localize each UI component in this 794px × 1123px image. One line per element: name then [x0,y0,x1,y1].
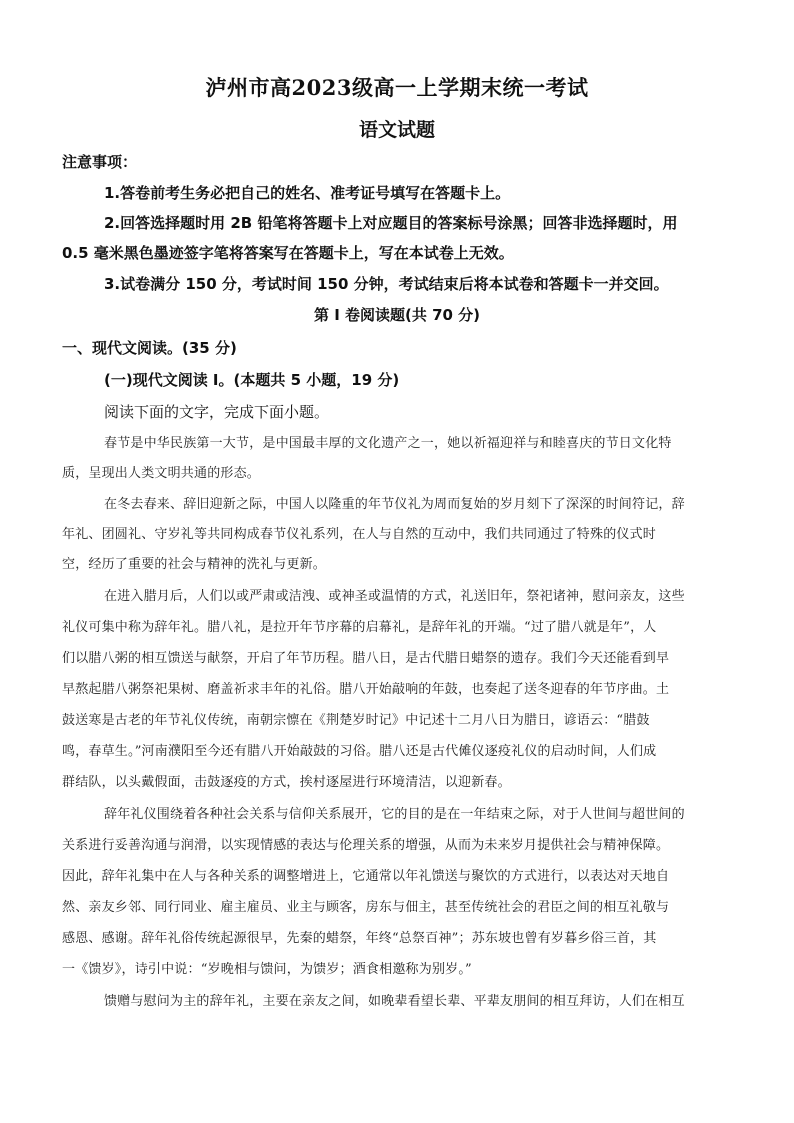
passage-line: 质，呈现出人类文明共通的形态。 [62,466,261,481]
passage-line: 馈赠与慰问为主的辞年礼，主要在亲友之间，如晚辈看望长辈、平辈友朋间的相互拜访，人们在相互 [104,994,685,1009]
passage-line: 鸣，春草生。”河南濮阳至今还有腊八开始敲鼓的习俗。腊八还是古代傩仪逐疫礼仪的启动时间，人们成 [62,744,657,759]
passage-line: 们以腊八粥的相互馈送与献祭，开启了年节历程。腊八日，是古代腊日蜡祭的遗存。我们今天还能看到早 [62,651,670,666]
passage-line: 感恩、感谢。辞年礼俗传统起源很早，先秦的蜡祭，年终“总祭百神”；苏东坡也曾有岁暮乡俗三首，其 [62,931,657,946]
exam-title: 泸州市高2023级高一上学期末统一考试 [205,75,589,100]
passage-line: 在进入腊月后，人们以或严肃或洁洩、或神圣或温情的方式，礼送旧年，祭祀诸神，慰问亲友，这些 [104,589,685,604]
passage-line: 在冬去春来、辞旧迎新之际，中国人以隆重的年节仪礼为周而复始的岁月刻下了深深的时间符记，辞 [104,497,685,512]
notice-line-1: 1.答卷前考生务必把自己的姓名、准考证号填写在答题卡上。 [104,184,511,202]
notice-line-2: 2.回答选择题时用 2B 铅笔将答题卡上对应题目的答案标号涂黑；回答非选择题时，用 [104,214,678,232]
section-heading: 一、现代文阅读。(35 分) [62,339,237,357]
passage-line: 群结队，以头戴假面，击鼓逐疫的方式，挨村逐屋进行环境清洁，以迎新春。 [62,775,511,790]
passage-line: 一《馈岁》，诗引中说：“岁晚相与馈问，为馈岁；酒食相邀称为别岁。” [62,962,472,977]
passage-line: 因此，辞年礼集中在人与各种关系的调整增进上，它通常以年礼馈送与聚饮的方式进行，以表达对天地自 [62,869,670,884]
passage-line: 鼓送寒是古老的年节礼仪传统，南朝宗懔在《荆楚岁时记》中记述十二月八日为腊日，谚语云：“腊鼓 [62,713,650,728]
subsection-heading: (一)现代文阅读 I。(本题共 5 小题，19 分) [104,371,400,389]
passage-line: 早熬起腊八粥祭祀果树、磨盖祈求丰年的礼俗。腊八开始敲响的年鼓，也奏起了送冬迎春的年节序曲。土 [62,682,670,697]
part-heading: 第 I 卷阅读题(共 70 分) [313,306,481,324]
passage-line: 春节是中华民族第一大节，是中国最丰厚的文化遗产之一，她以祈福迎祥与和睦喜庆的节日文化特 [104,436,672,451]
instruction-text: 阅读下面的文字，完成下面小题。 [104,403,330,421]
notice-heading: 注意事项： [62,153,138,171]
notice-line-3: 0.5 毫米黑色墨迹签字笔将答案写在答题卡上，写在本试卷上无效。 [62,244,514,262]
passage-line: 辞年礼仪围绕着各种社会关系与信仰关系展开，它的目的是在一年结束之际，对于人世间与超世间的 [104,807,685,822]
exam-subtitle: 语文试题 [358,119,435,141]
passage-line: 然、亲友乡邻、同行同业、雇主雇员、业主与顾客，房东与佃主，甚至传统社会的君臣之间的相互礼敬与 [62,900,670,915]
passage-line: 礼仪可集中称为辞年礼。腊八礼，是拉开年节序幕的启幕礼，是辞年礼的开端。“过了腊八就是年”，人 [62,620,657,635]
passage-line: 年礼、团圆礼、守岁礼等共同构成春节仪礼系列，在人与自然的互动中，我们共同通过了特殊的仪式时 [62,527,657,542]
passage-line: 空，经历了重要的社会与精神的洗礼与更新。 [62,557,327,572]
notice-line-4: 3.试卷满分 150 分，考试时间 150 分钟，考试结束后将本试卷和答题卡一并交回。 [104,275,669,293]
passage-line: 关系进行妥善沟通与润滑，以实现情感的表达与伦理关系的增强，从而为未来岁月提供社会与精神保障。 [62,838,670,853]
